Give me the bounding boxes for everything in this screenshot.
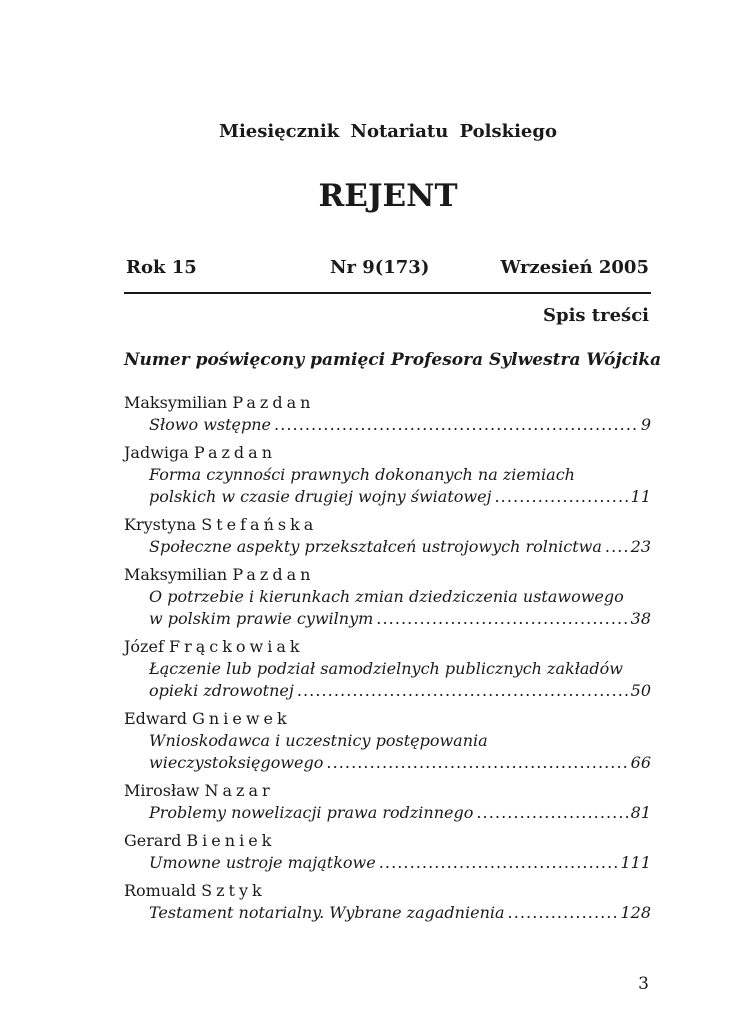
- author-first-name: Gerard: [124, 831, 182, 850]
- entry-page-number: 23: [630, 537, 651, 556]
- entry-author: [124, 880, 651, 902]
- author-surname: Sztyk: [201, 881, 266, 900]
- author-surname: Pazdan: [193, 443, 276, 462]
- title-line: Problemy nowelizacji prawa rodzinnego: [149, 803, 474, 822]
- author-first-name: Mirosław: [124, 781, 200, 800]
- issue-number: Nr 9(173): [330, 257, 430, 278]
- toc-entry: [124, 636, 651, 702]
- title-line-with-page: [149, 608, 651, 630]
- journal-subtitle: Miesięcznik Notariatu Polskiego: [219, 121, 557, 142]
- entry-author: [124, 780, 651, 802]
- title-line-with-page: [149, 852, 651, 874]
- toc-entry: [124, 564, 651, 630]
- author-surname: Stefańska: [201, 515, 318, 534]
- title-line-with-page: [149, 414, 651, 436]
- entry-page-number: 50: [630, 681, 651, 700]
- entry-author: [124, 636, 651, 658]
- issue-date: Wrzesień 2005: [500, 257, 649, 278]
- author-surname: Bieniek: [186, 831, 276, 850]
- author-first-name: Jadwiga: [124, 443, 189, 462]
- title-line: Forma czynności prawnych dokonanych na ziemiach: [149, 465, 575, 484]
- entry-page-number: 111: [620, 853, 651, 872]
- volume-year: Rok 15: [126, 257, 197, 278]
- title-line: Łączenie lub podział samodzielnych publicznych zakładów: [149, 659, 623, 678]
- entry-title: [124, 536, 651, 558]
- toc-entry: [124, 514, 651, 558]
- dot-leader: [326, 752, 627, 774]
- dot-leader: [508, 902, 618, 924]
- title-line: Testament notarialny. Wybrane zagadnienia: [149, 903, 505, 922]
- title-line-with-page: [149, 536, 651, 558]
- author-first-name: Romuald: [124, 881, 197, 900]
- entry-title: [124, 658, 651, 702]
- entry-title: [124, 414, 651, 436]
- entry-author: [124, 564, 651, 586]
- author-first-name: Józef: [124, 637, 164, 656]
- title-line: Słowo wstępne: [149, 415, 272, 434]
- entry-author: [124, 514, 651, 536]
- entry-page-number: 11: [630, 487, 651, 506]
- header-divider: [124, 292, 651, 294]
- entry-page-number: 38: [630, 609, 651, 628]
- dedication: Numer poświęcony pamięci Profesora Sylwestra Wójcika: [124, 350, 662, 370]
- entry-author: [124, 708, 651, 730]
- toc-entry: [124, 780, 651, 824]
- entry-page-number: 66: [630, 753, 651, 772]
- toc-entry: [124, 708, 651, 774]
- entry-title: [124, 586, 651, 630]
- dot-leader: [495, 486, 628, 508]
- title-line-with-page: [149, 752, 651, 774]
- toc-heading: Spis treści: [542, 305, 649, 326]
- author-first-name: Krystyna: [124, 515, 197, 534]
- dot-leader: [476, 802, 627, 824]
- author-surname: Gniewek: [192, 709, 291, 728]
- title-line-with-page: [149, 680, 651, 702]
- entry-author: [124, 830, 651, 852]
- author-surname: Pazdan: [232, 565, 315, 584]
- title-line: O potrzebie i kierunkach zmian dziedziczenia ustawowego: [149, 587, 624, 606]
- dot-leader: [376, 608, 627, 630]
- entry-title: [124, 902, 651, 924]
- title-line: opieki zdrowotnej: [149, 681, 294, 700]
- journal-title: REJENT: [318, 178, 458, 214]
- title-line: polskich w czasie drugiej wojny światowej: [149, 487, 492, 506]
- title-line: Społeczne aspekty przekształceń ustrojowych rolnictwa: [149, 537, 602, 556]
- title-line: wieczystoksięgowego: [149, 753, 324, 772]
- title-line: Wnioskodawca i uczestnicy postępowania: [149, 731, 488, 750]
- toc-entry: [124, 442, 651, 508]
- entry-title: [124, 464, 651, 508]
- entry-title: [124, 852, 651, 874]
- toc-entry: [124, 880, 651, 924]
- toc-entry: [124, 392, 651, 436]
- page-number: 3: [638, 974, 649, 994]
- table-of-contents: [124, 392, 651, 930]
- entry-title: [124, 730, 651, 774]
- author-surname: Frąckowiak: [168, 637, 304, 656]
- author-first-name: Maksymilian: [124, 393, 228, 412]
- title-line-with-page: [149, 902, 651, 924]
- title-line: w polskim prawie cywilnym: [149, 609, 374, 628]
- dot-leader: [379, 852, 618, 874]
- entry-title: [124, 802, 651, 824]
- title-line: Umowne ustroje majątkowe: [149, 853, 376, 872]
- author-first-name: Maksymilian: [124, 565, 228, 584]
- dot-leader: [274, 414, 638, 436]
- entry-page-number: 81: [630, 803, 651, 822]
- title-line-with-page: [149, 486, 651, 508]
- entry-author: [124, 392, 651, 414]
- title-line-with-page: [149, 802, 651, 824]
- entry-author: [124, 442, 651, 464]
- author-first-name: Edward: [124, 709, 188, 728]
- author-surname: Nazar: [204, 781, 274, 800]
- dot-leader: [605, 536, 628, 558]
- author-surname: Pazdan: [232, 393, 315, 412]
- entry-page-number: 9: [640, 415, 651, 434]
- entry-page-number: 128: [620, 903, 651, 922]
- dot-leader: [297, 680, 628, 702]
- toc-entry: [124, 830, 651, 874]
